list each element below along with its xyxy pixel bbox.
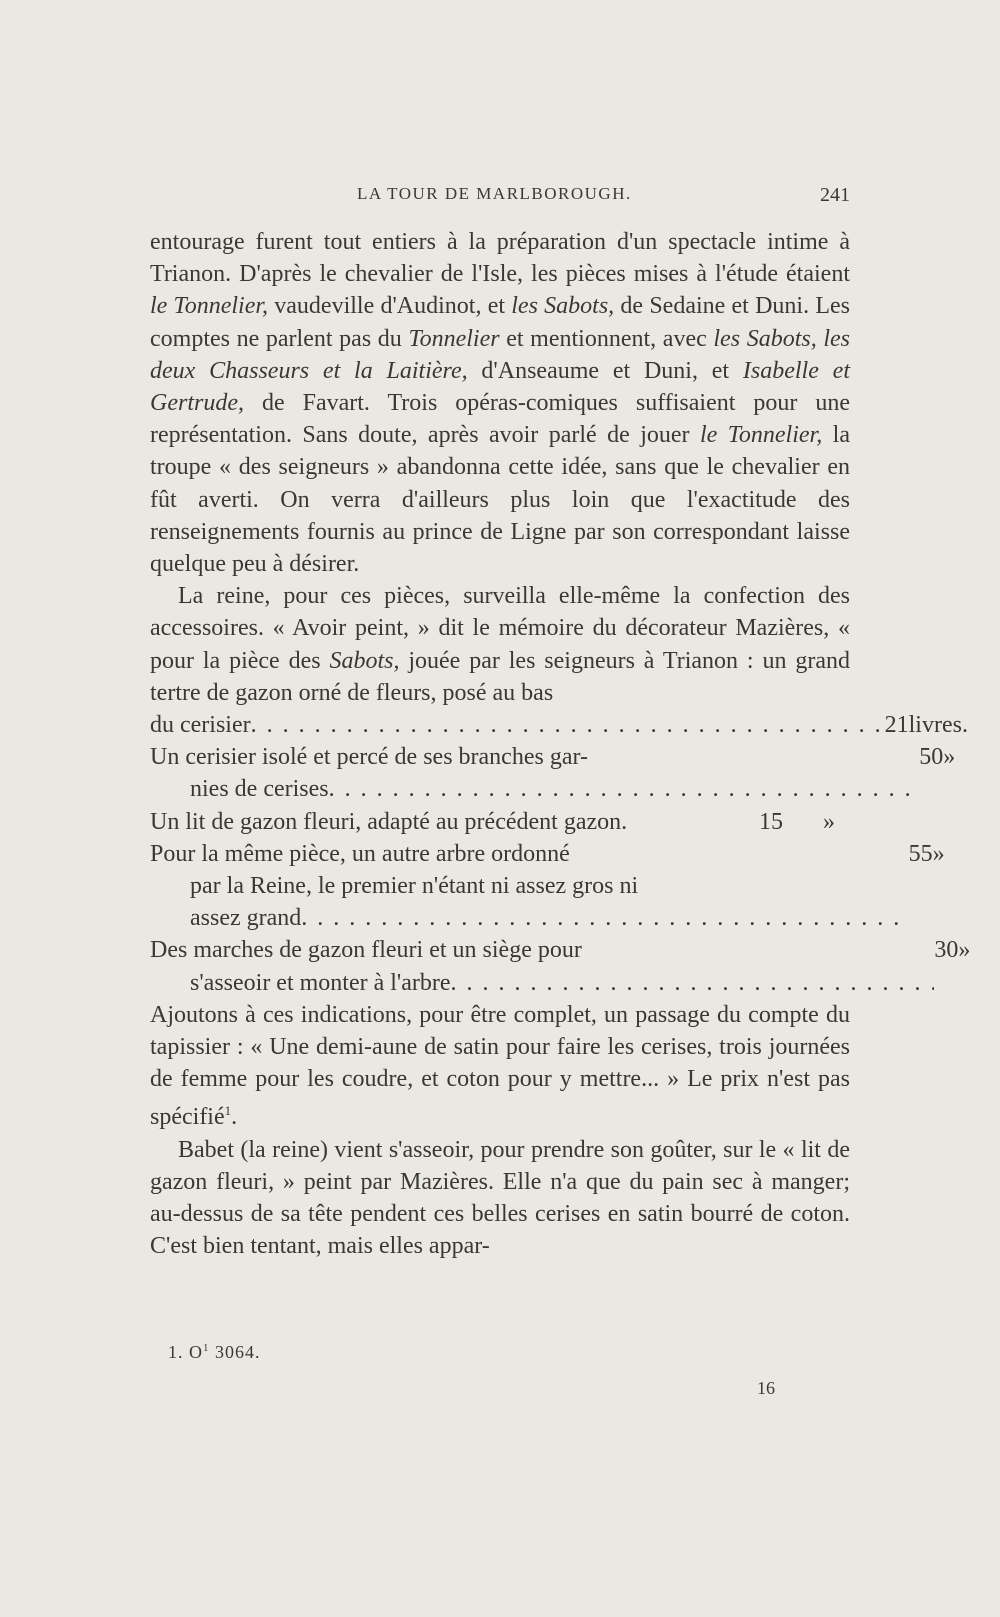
- dot-leader: [251, 709, 885, 741]
- text-run: Babet (la reine) vient s'asseoir, pour prendre son goûter, sur le « lit de gazon fleuri, » peint par Mazières. Elle n'a que du pain sec à manger; au-dessus de sa tête pendent ces belles cerises en satin bourré de coton. C'est bien tentant, mais elles appar-: [150, 1136, 850, 1260]
- text-run: jouée par les seigneurs à Trianon : un grand tertre de gazon orné de fleurs, posé au bas: [150, 647, 850, 706]
- signature-mark: 16: [757, 1378, 775, 1398]
- ledger-line: Un lit de gazon fleuri, adapté au précédent gazon.: [150, 808, 628, 835]
- ledger-amount: 55: [908, 840, 933, 867]
- expense-ledger: [150, 709, 971, 999]
- dot-leader: [301, 902, 908, 934]
- text-run: La reine, pour ces pièces, surveilla elle-même la confection des accessoires. « Avoir peint, » dit le mémoire du décorateur Mazières, « pour la pièce des: [150, 583, 850, 674]
- page-body: [150, 226, 971, 1263]
- running-title: LA TOUR DE MARLBOROUGH.: [357, 184, 632, 203]
- footnote-superscript: 1: [203, 1342, 210, 1354]
- text-run: la troupe « des seigneurs » abandonna cette idée, sans que le chevalier en fût averti. On verra d'ailleurs plus loin que l'exactitude des renseignements fournis au prince de Ligne par son correspondant laisse quelque peu à désirer.: [150, 422, 850, 578]
- italic-title: le Tonnelier,: [700, 422, 823, 449]
- ledger-amount: 21: [884, 712, 909, 739]
- ledger-line: nies de cerises: [190, 776, 329, 803]
- ledger-line: par la Reine, le premier n'étant ni assez gros ni: [190, 873, 639, 900]
- ledger-unit: »: [943, 744, 956, 771]
- page-number: 241: [820, 184, 850, 206]
- footnote: [168, 1342, 261, 1363]
- italic-title: les Sabots,: [511, 293, 615, 320]
- ledger-amount: 15: [759, 808, 783, 835]
- ledger-row: [150, 934, 971, 998]
- ledger-line: Un cerisier isolé et percé de ses branches gar-: [150, 744, 588, 771]
- paragraph-2: [150, 580, 850, 709]
- ledger-line: Des marches de gazon fleuri et un siège pour: [150, 937, 582, 964]
- text-run: d'Anseaume et Duni, et: [467, 357, 743, 384]
- text-run: de Sedaine et Duni. Les comptes ne parlent pas du: [150, 293, 850, 352]
- footnote-text: O: [189, 1342, 203, 1362]
- ledger-line: s'asseoir et monter à l'arbre: [190, 969, 451, 996]
- ledger-description: [150, 806, 703, 838]
- italic-title: les Sabots, les deux Chasseurs et la Laitière,: [150, 325, 850, 384]
- ledger-row: [150, 838, 945, 935]
- italic-title: Tonnelier: [408, 325, 500, 352]
- italic-title: Sabots,: [329, 647, 400, 674]
- ledger-row: [150, 741, 956, 805]
- ledger-unit: »: [932, 840, 945, 867]
- ledger-line: Pour la même pièce, un autre arbre ordonné: [150, 840, 570, 867]
- ledger-row: [150, 709, 968, 741]
- text-run: vaudeville d'Audinot, et: [268, 293, 512, 320]
- text-run: Ajoutons à ces indications, pour être complet, un passage du compte du tapissier : « Une demi-aune de satin pour faire les cerises, trois journées de femme pour les coudre, et coton pour y mettre... » Le prix n'est pas spécifié: [150, 1001, 850, 1131]
- ledger-amount: 30: [934, 937, 959, 964]
- ledger-line: assez grand: [190, 905, 302, 932]
- paragraph-3: [150, 999, 850, 1134]
- ledger-description: [150, 709, 885, 741]
- ledger-description: [150, 741, 919, 805]
- paragraph-1: [150, 226, 850, 580]
- footnote-reference: 3064.: [215, 1342, 261, 1362]
- dot-leader: [329, 773, 920, 805]
- ledger-line: du cerisier: [150, 712, 251, 739]
- ledger-description: [150, 838, 909, 935]
- text-run: .: [231, 1104, 238, 1131]
- text-run: et mentionnent, avec: [499, 325, 714, 352]
- ledger-unit: »: [958, 937, 971, 964]
- text-run: de Favart. Trois opéras-comiques suffisaient pour une représentation. Sans doute, après avoir parlé de jouer: [150, 390, 850, 449]
- dot-leader: [451, 967, 935, 999]
- paragraph-4: [150, 1134, 850, 1263]
- italic-title: le Tonnelier,: [150, 293, 269, 320]
- footnote-marker: 1: [224, 1103, 232, 1119]
- ledger-unit: livres.: [908, 712, 968, 739]
- text-run: entourage furent tout entiers à la préparation d'un spectacle intime à Trianon. D'après le chevalier de l'Isle, les pièces mises à l'étude étaient: [150, 229, 850, 288]
- ledger-description: [150, 934, 934, 998]
- ledger-row: [150, 806, 850, 838]
- footnote-number: 1.: [168, 1342, 184, 1362]
- ledger-unit: »: [823, 808, 835, 835]
- ledger-amount: 50: [919, 744, 944, 771]
- italic-title: Isabelle et Gertrude,: [150, 357, 851, 417]
